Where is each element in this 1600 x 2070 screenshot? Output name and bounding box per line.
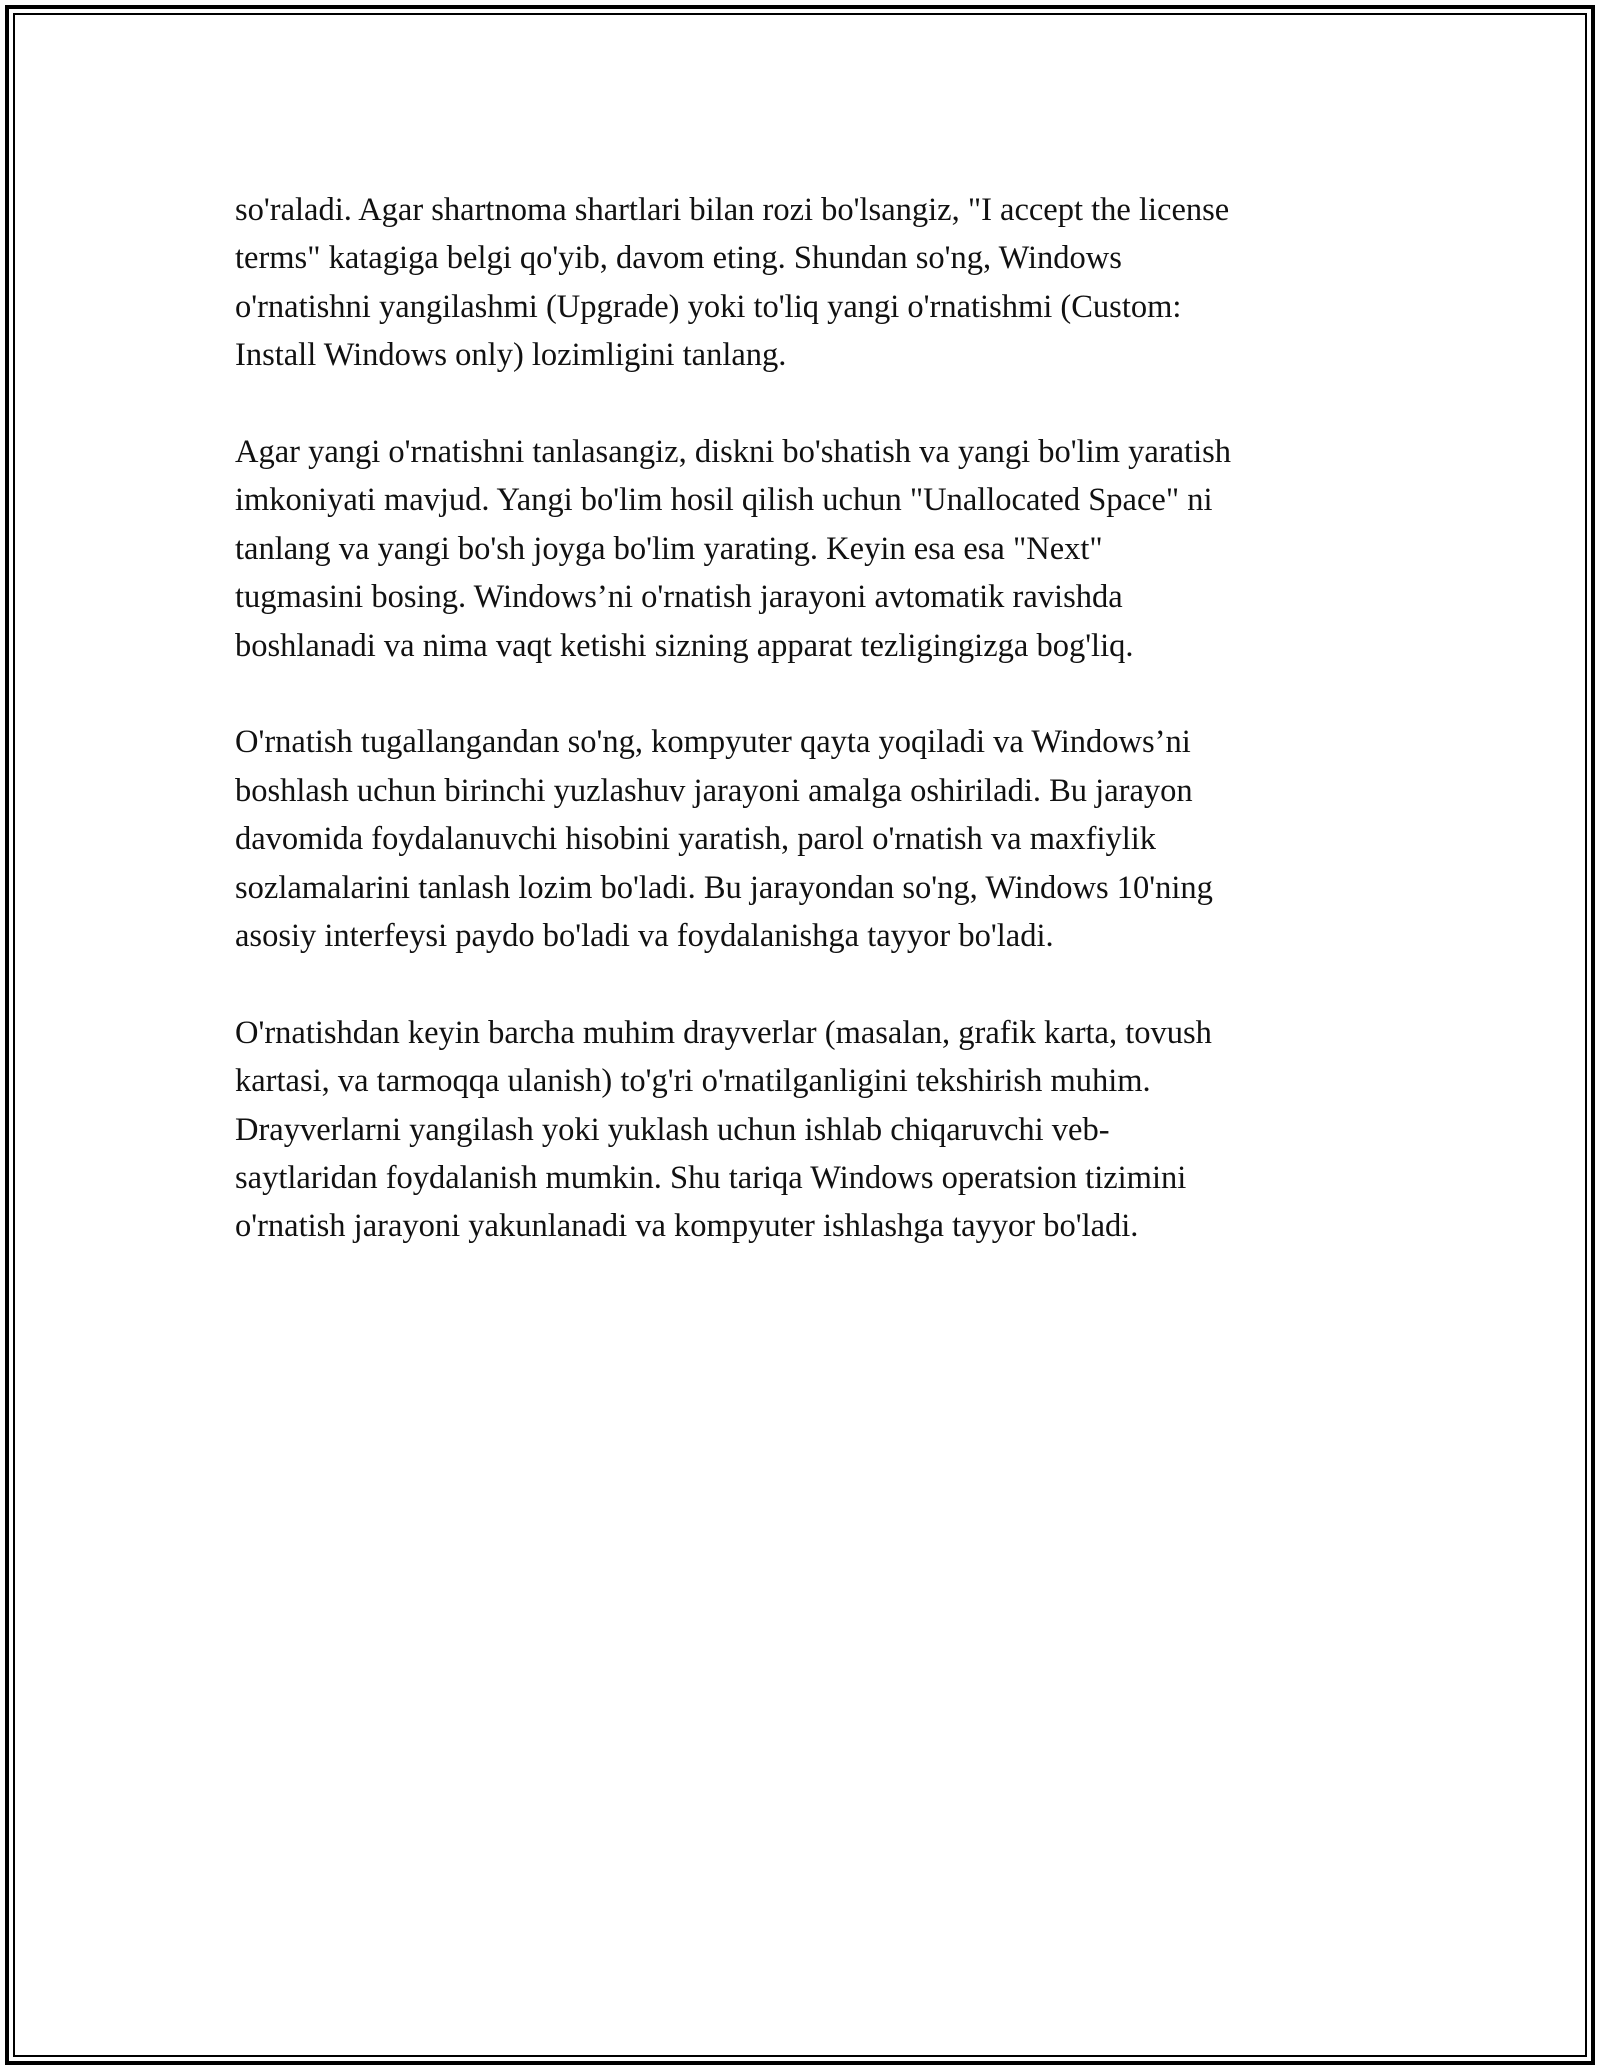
text-line: Drayverlarni yangilash yoki yuklash uchun ishlab chiqaruvchi veb- bbox=[235, 1111, 1110, 1148]
text-line: imkoniyati mavjud. Yangi bo'lim hosil qilish uchun "Unallocated Space" ni bbox=[235, 482, 1213, 519]
text-line: kartasi, va tarmoqqa ulanish) to'g'ri o'rnatilganligini tekshirish muhim. bbox=[235, 1063, 1151, 1100]
text-line: saytlaridan foydalanish mumkin. Shu tariqa Windows operatsion tizimini bbox=[235, 1160, 1187, 1197]
text-line: terms" katagiga belgi qo'yib, davom eting. Shundan so'ng, Windows bbox=[235, 240, 1122, 277]
text-line: O'rnatishdan keyin barcha muhim drayverlar (masalan, grafik karta, tovush bbox=[235, 1014, 1212, 1051]
text-line: davomida foydalanuvchi hisobini yaratish, parol o'rnatish va maxfiylik bbox=[235, 821, 1157, 858]
paragraph-1 bbox=[235, 186, 1365, 380]
text-line: tanlang va yangi bo'sh joyga bo'lim yarating. Keyin esa esa "Next" bbox=[235, 530, 1103, 567]
text-line: boshlash uchun birinchi yuzlashuv jarayoni amalga oshiriladi. Bu jarayon bbox=[235, 772, 1193, 809]
text-line: boshlanadi va nima vaqt ketishi sizning apparat tezligingizga bog'liq. bbox=[235, 627, 1134, 664]
document-body bbox=[235, 186, 1365, 1299]
paragraph-4 bbox=[235, 1009, 1365, 1251]
text-line: tugmasini bosing. Windows’ni o'rnatish jarayoni avtomatik ravishda bbox=[235, 579, 1123, 616]
text-line: o'rnatishni yangilashmi (Upgrade) yoki to'liq yangi o'rnatishmi (Custom: bbox=[235, 288, 1182, 325]
text-line: Agar yangi o'rnatishni tanlasangiz, diskni bo'shatish va yangi bo'lim yaratish bbox=[235, 434, 1231, 471]
paragraph-3 bbox=[235, 718, 1365, 960]
text-line: O'rnatish tugallangandan so'ng, kompyuter qayta yoqiladi va Windows’ni bbox=[235, 724, 1191, 761]
text-line: Install Windows only) lozimligini tanlang. bbox=[235, 337, 787, 374]
text-line: sozlamalarini tanlash lozim bo'ladi. Bu jarayondan so'ng, Windows 10'ning bbox=[235, 869, 1213, 906]
text-line: so'raladi. Agar shartnoma shartlari bilan rozi bo'lsangiz, "I accept the license bbox=[235, 192, 1230, 228]
text-line: o'rnatish jarayoni yakunlanadi va kompyuter ishlashga tayyor bo'ladi. bbox=[235, 1208, 1139, 1245]
paragraph-2 bbox=[235, 428, 1365, 670]
text-line: asosiy interfeysi paydo bo'ladi va foydalanishga tayyor bo'ladi. bbox=[235, 918, 1054, 955]
